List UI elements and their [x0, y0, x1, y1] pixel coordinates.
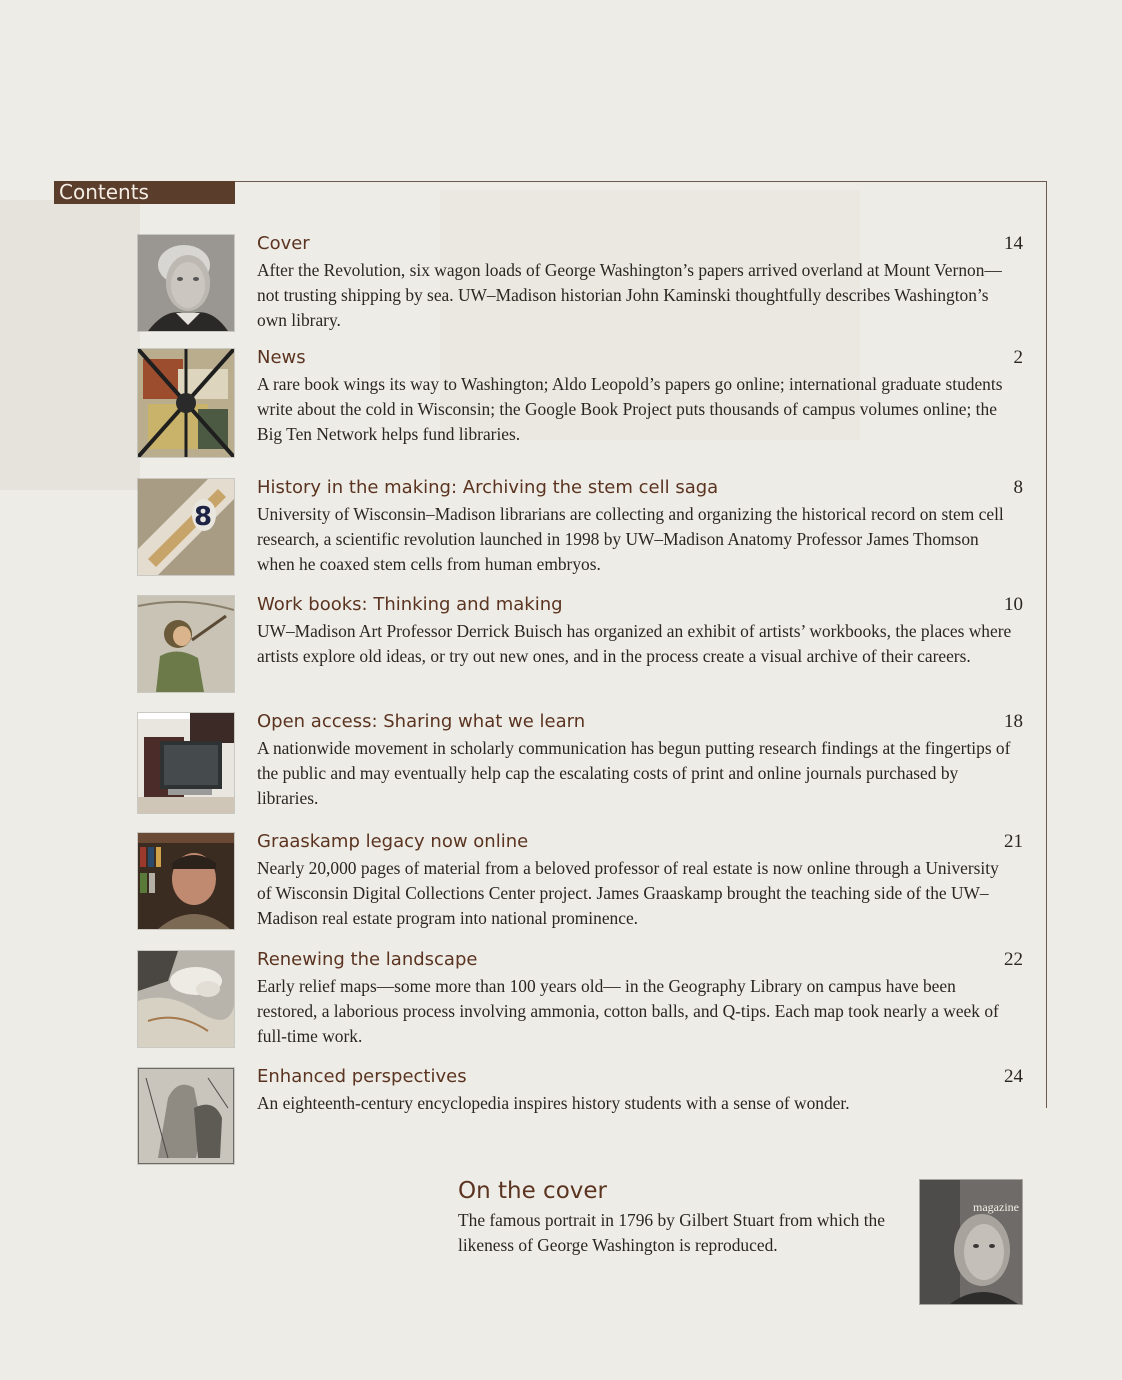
contents-heading: Contents [54, 181, 235, 204]
entry-page-number: 21 [1004, 831, 1023, 852]
entry-title: Graaskamp legacy now online [257, 831, 529, 852]
entry-description: University of Wisconsin–Madison librarians are collecting and organizing the historical record on stem cell research, a scientific revolution launched in 1998 by UW–Madison Anatomy Professor James Thomson when he coaxed stem cells from human embryos. [257, 504, 1004, 574]
entry-title: Work books: Thinking and making [257, 594, 563, 615]
background-bleed [0, 200, 140, 490]
engraving-thumbnail [138, 1068, 234, 1164]
on-the-cover-text: The famous portrait in 1796 by Gilbert Stuart from which the likeness of George Washington is reproduced. [458, 1210, 885, 1255]
graaskamp-portrait-thumbnail [138, 833, 234, 929]
entry-page-number: 18 [1004, 711, 1023, 732]
entry-description: A rare book wings its way to Washington; Aldo Leopold’s papers go online; international graduate students write about the cold in Wisconsin; the Google Book Project puts thousands of campus volumes online; the Big Ten Network helps fund libraries. [257, 374, 1003, 444]
relief-map-thumbnail [138, 951, 234, 1047]
entry-description: UW–Madison Art Professor Derrick Buisch has organized an exhibit of artists’ workbooks, the places where artists explore old ideas, or try out new ones, and in the process create a visual archive of their careers. [257, 621, 1012, 666]
entry-title: News [257, 347, 306, 368]
entry-title: Open access: Sharing what we learn [257, 711, 586, 732]
on-the-cover-title: On the cover [458, 1178, 607, 1204]
test-tube-thumbnail [138, 479, 234, 575]
entry-title: Cover [257, 233, 310, 254]
entry-page-number: 22 [1004, 949, 1023, 970]
washington-portrait-thumbnail [138, 235, 234, 331]
entry-description: An eighteenth-century encyclopedia inspires history students with a sense of wonder. [257, 1093, 850, 1113]
entry-description: Early relief maps—some more than 100 years old— in the Geography Library on campus have been restored, a laborious process involving ammonia, cotton balls, and Q-tips. Each map took nearly a week of full-time work. [257, 976, 999, 1046]
entry-page-number: 2 [1013, 347, 1023, 368]
entry-description: After the Revolution, six wagon loads of George Washington’s papers arrived overland at Mount Vernon—not trusting shipping by sea. UW–Madison historian John Kaminski thoughtfully describes Washington’s own library. [257, 260, 1002, 330]
magazine-wordmark: magazine [973, 1200, 1019, 1214]
svg-text:8: 8 [194, 502, 213, 532]
entry-description: Nearly 20,000 pages of material from a beloved professor of real estate is now online through a University of Wisconsin Digital Collections Center project. James Graaskamp brought the teaching side of the UW–Madison real estate program into national prominence. [257, 858, 999, 928]
artist-sketch-thumbnail [138, 596, 234, 692]
entry-title: History in the making: Archiving the stem cell saga [257, 477, 719, 498]
magazine-cover-thumbnail[interactable] [920, 1180, 1022, 1304]
entry-description: A nationwide movement in scholarly communication has begun putting research findings at the fingertips of the public and may eventually help cap the escalating costs of print and online journals purchased by libraries. [257, 738, 1011, 808]
entry-page-number: 14 [1004, 233, 1023, 254]
entry-title: Renewing the landscape [257, 949, 478, 970]
news-collage-thumbnail [138, 349, 234, 457]
entry-page-number: 10 [1004, 594, 1023, 615]
washington-cover-image [920, 1180, 1022, 1304]
computer-monitors-thumbnail [138, 713, 234, 813]
entry-page-number: 8 [1013, 477, 1023, 498]
entry-page-number: 24 [1004, 1066, 1023, 1087]
entry-title: Enhanced perspectives [257, 1066, 467, 1087]
on-the-cover-section [458, 1178, 918, 1258]
